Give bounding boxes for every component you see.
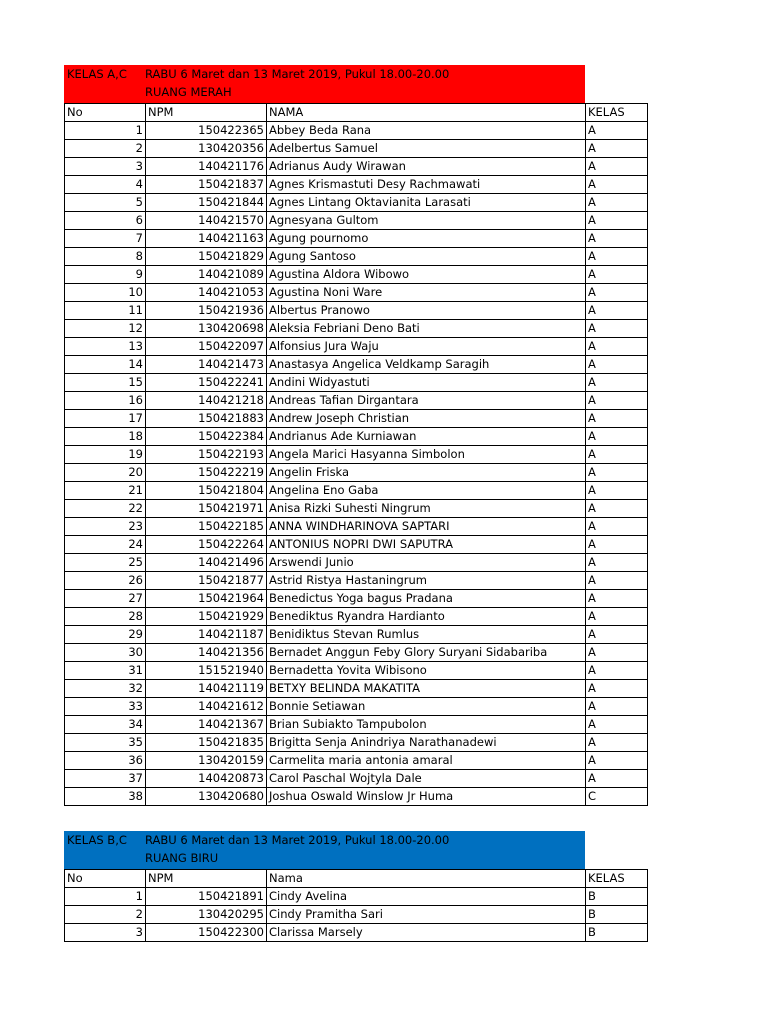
cell-npm: 150421929 — [146, 608, 267, 626]
cell-no: 34 — [65, 716, 146, 734]
cell-no: 21 — [65, 482, 146, 500]
section-header-blue — [64, 831, 585, 869]
cell-no: 14 — [65, 356, 146, 374]
cell-nama: Agustina Aldora Wibowo — [267, 266, 586, 284]
table-row — [65, 428, 648, 446]
cell-npm: 140420873 — [146, 770, 267, 788]
cell-nama: Andini Widyastuti — [267, 374, 586, 392]
cell-no: 10 — [65, 284, 146, 302]
cell-npm: 150421837 — [146, 176, 267, 194]
cell-nama: Angelin Friska — [267, 464, 586, 482]
cell-kelas: A — [586, 734, 648, 752]
cell-nama: Andrianus Ade Kurniawan — [267, 428, 586, 446]
cell-kelas: A — [586, 302, 648, 320]
cell-npm: 150422384 — [146, 428, 267, 446]
cell-no: 5 — [65, 194, 146, 212]
cell-kelas: A — [586, 464, 648, 482]
table-row — [65, 788, 648, 806]
cell-npm: 150422219 — [146, 464, 267, 482]
cell-nama: Agnes Lintang Oktavianita Larasati — [267, 194, 586, 212]
cell-no: 15 — [65, 374, 146, 392]
table-row — [65, 482, 648, 500]
cell-no: 11 — [65, 302, 146, 320]
cell-no: 17 — [65, 410, 146, 428]
cell-nama: Bonnie Setiawan — [267, 698, 586, 716]
cell-kelas: A — [586, 644, 648, 662]
cell-nama: Angela Marici Hasyanna Simbolon — [267, 446, 586, 464]
cell-no: 18 — [65, 428, 146, 446]
cell-no: 16 — [65, 392, 146, 410]
cell-nama: Adelbertus Samuel — [267, 140, 586, 158]
cell-nama: Joshua Oswald Winslow Jr Huma — [267, 788, 586, 806]
cell-no: 22 — [65, 500, 146, 518]
table-row — [65, 374, 648, 392]
cell-kelas: A — [586, 536, 648, 554]
cell-no: 4 — [65, 176, 146, 194]
cell-no: 2 — [65, 906, 146, 924]
table-row — [65, 770, 648, 788]
table-row — [65, 356, 648, 374]
cell-kelas: A — [586, 392, 648, 410]
cell-npm: 140421473 — [146, 356, 267, 374]
table-row — [65, 266, 648, 284]
cell-nama: BETXY BELINDA MAKATITA — [267, 680, 586, 698]
col-header-nama: NAMA — [267, 104, 586, 122]
cell-nama: Agung pournomo — [267, 230, 586, 248]
cell-npm: 150421877 — [146, 572, 267, 590]
table-row — [65, 140, 648, 158]
table-row — [65, 536, 648, 554]
cell-npm: 150422300 — [146, 924, 267, 942]
cell-nama: Bernadet Anggun Feby Glory Suryani Sidabariba — [267, 644, 586, 662]
table-row — [65, 626, 648, 644]
cell-nama: Agnes Krismastuti Desy Rachmawati — [267, 176, 586, 194]
cell-nama: Astrid Ristya Hastaningrum — [267, 572, 586, 590]
table-row — [65, 698, 648, 716]
cell-kelas: A — [586, 518, 648, 536]
cell-npm: 150422264 — [146, 536, 267, 554]
table-row — [65, 248, 648, 266]
section-room: RUANG BIRU — [145, 851, 219, 865]
table-row — [65, 122, 648, 140]
cell-nama: Adrianus Audy Wirawan — [267, 158, 586, 176]
cell-no: 26 — [65, 572, 146, 590]
table-row — [65, 446, 648, 464]
cell-kelas: A — [586, 608, 648, 626]
table-row — [65, 158, 648, 176]
cell-npm: 130420295 — [146, 906, 267, 924]
cell-npm: 130420680 — [146, 788, 267, 806]
cell-no: 27 — [65, 590, 146, 608]
cell-no: 37 — [65, 770, 146, 788]
section-kelas-label: KELAS B,C — [67, 833, 127, 847]
cell-kelas: A — [586, 230, 648, 248]
cell-nama: Anisa Rizki Suhesti Ningrum — [267, 500, 586, 518]
table-row — [65, 608, 648, 626]
student-table-biru — [64, 869, 648, 942]
cell-nama: Anastasya Angelica Veldkamp Saragih — [267, 356, 586, 374]
cell-npm: 140421163 — [146, 230, 267, 248]
cell-no: 20 — [65, 464, 146, 482]
cell-kelas: A — [586, 572, 648, 590]
cell-npm: 150421829 — [146, 248, 267, 266]
cell-kelas: A — [586, 140, 648, 158]
cell-npm: 150421891 — [146, 888, 267, 906]
cell-npm: 150421936 — [146, 302, 267, 320]
cell-no: 29 — [65, 626, 146, 644]
table-row — [65, 194, 648, 212]
cell-npm: 150422185 — [146, 518, 267, 536]
cell-no: 33 — [65, 698, 146, 716]
col-header-no: No — [65, 104, 146, 122]
cell-nama: Alfonsius Jura Waju — [267, 338, 586, 356]
cell-npm: 150421844 — [146, 194, 267, 212]
table-row — [65, 302, 648, 320]
section-ruang-merah — [64, 65, 647, 806]
cell-nama: Brian Subiakto Tampubolon — [267, 716, 586, 734]
cell-no: 31 — [65, 662, 146, 680]
cell-kelas: A — [586, 446, 648, 464]
table-row — [65, 680, 648, 698]
cell-nama: Agustina Noni Ware — [267, 284, 586, 302]
table-header-row — [65, 104, 648, 122]
table-row — [65, 716, 648, 734]
cell-no: 38 — [65, 788, 146, 806]
cell-no: 30 — [65, 644, 146, 662]
cell-npm: 140421089 — [146, 266, 267, 284]
cell-no: 3 — [65, 924, 146, 942]
cell-kelas: A — [586, 752, 648, 770]
table-row — [65, 734, 648, 752]
cell-kelas: A — [586, 374, 648, 392]
cell-kelas: A — [586, 356, 648, 374]
table-row — [65, 906, 648, 924]
col-header-nama: Nama — [267, 870, 586, 888]
cell-no: 36 — [65, 752, 146, 770]
cell-npm: 151521940 — [146, 662, 267, 680]
cell-npm: 150421835 — [146, 734, 267, 752]
cell-kelas: A — [586, 770, 648, 788]
table-row — [65, 392, 648, 410]
cell-nama: Angelina Eno Gaba — [267, 482, 586, 500]
col-header-no: No — [65, 870, 146, 888]
cell-npm: 140421612 — [146, 698, 267, 716]
table-row — [65, 644, 648, 662]
cell-no: 32 — [65, 680, 146, 698]
cell-kelas: A — [586, 428, 648, 446]
cell-npm: 140421187 — [146, 626, 267, 644]
cell-npm: 150422193 — [146, 446, 267, 464]
cell-kelas: A — [586, 716, 648, 734]
cell-nama: Cindy Avelina — [267, 888, 586, 906]
cell-npm: 150422365 — [146, 122, 267, 140]
table-row — [65, 500, 648, 518]
cell-nama: ANNA WINDHARINOVA SAPTARI — [267, 518, 586, 536]
cell-nama: Benediktus Ryandra Hardianto — [267, 608, 586, 626]
cell-kelas: C — [586, 788, 648, 806]
cell-npm: 140421176 — [146, 158, 267, 176]
student-table-merah — [64, 103, 648, 806]
cell-npm: 140421367 — [146, 716, 267, 734]
table-row — [65, 338, 648, 356]
col-header-kelas: KELAS — [586, 104, 648, 122]
table-row — [65, 464, 648, 482]
table-row — [65, 230, 648, 248]
section-schedule: RABU 6 Maret dan 13 Maret 2019, Pukul 18.00-20.00 — [145, 833, 450, 847]
cell-kelas: A — [586, 176, 648, 194]
cell-npm: 140421119 — [146, 680, 267, 698]
cell-no: 9 — [65, 266, 146, 284]
cell-nama: Agnesyana Gultom — [267, 212, 586, 230]
cell-kelas: A — [586, 410, 648, 428]
cell-no: 19 — [65, 446, 146, 464]
col-header-npm: NPM — [146, 870, 267, 888]
table-row — [65, 924, 648, 942]
cell-nama: ANTONIUS NOPRI DWI SAPUTRA — [267, 536, 586, 554]
table-row — [65, 212, 648, 230]
cell-no: 24 — [65, 536, 146, 554]
section-schedule: RABU 6 Maret dan 13 Maret 2019, Pukul 18.00-20.00 — [145, 67, 450, 81]
cell-nama: Aleksia Febriani Deno Bati — [267, 320, 586, 338]
col-header-kelas: KELAS — [586, 870, 648, 888]
cell-kelas: A — [586, 284, 648, 302]
cell-kelas: A — [586, 500, 648, 518]
table-row — [65, 284, 648, 302]
cell-npm: 140421496 — [146, 554, 267, 572]
cell-npm: 140421218 — [146, 392, 267, 410]
cell-kelas: A — [586, 320, 648, 338]
table-row — [65, 518, 648, 536]
cell-kelas: B — [586, 906, 648, 924]
cell-nama: Bernadetta Yovita Wibisono — [267, 662, 586, 680]
cell-kelas: B — [586, 888, 648, 906]
table-row — [65, 554, 648, 572]
cell-no: 13 — [65, 338, 146, 356]
table-row — [65, 752, 648, 770]
cell-no: 3 — [65, 158, 146, 176]
cell-kelas: A — [586, 680, 648, 698]
cell-nama: Clarissa Marsely — [267, 924, 586, 942]
cell-kelas: A — [586, 212, 648, 230]
cell-nama: Carol Paschal Wojtyla Dale — [267, 770, 586, 788]
cell-no: 35 — [65, 734, 146, 752]
cell-no: 1 — [65, 888, 146, 906]
cell-nama: Andreas Tafian Dirgantara — [267, 392, 586, 410]
cell-npm: 150421883 — [146, 410, 267, 428]
cell-npm: 150422097 — [146, 338, 267, 356]
cell-no: 12 — [65, 320, 146, 338]
cell-no: 6 — [65, 212, 146, 230]
section-ruang-biru — [64, 831, 647, 942]
cell-kelas: A — [586, 248, 648, 266]
section-header-red — [64, 65, 585, 103]
cell-nama: Arswendi Junio — [267, 554, 586, 572]
cell-npm: 140421570 — [146, 212, 267, 230]
table-row — [65, 572, 648, 590]
cell-nama: Cindy Pramitha Sari — [267, 906, 586, 924]
cell-kelas: A — [586, 482, 648, 500]
cell-kelas: B — [586, 924, 648, 942]
cell-nama: Brigitta Senja Anindriya Narathanadewi — [267, 734, 586, 752]
table-header-row — [65, 870, 648, 888]
cell-nama: Albertus Pranowo — [267, 302, 586, 320]
cell-no: 28 — [65, 608, 146, 626]
cell-no: 7 — [65, 230, 146, 248]
cell-no: 2 — [65, 140, 146, 158]
table-row — [65, 410, 648, 428]
table-row — [65, 888, 648, 906]
cell-npm: 150421964 — [146, 590, 267, 608]
cell-kelas: A — [586, 266, 648, 284]
cell-npm: 150421971 — [146, 500, 267, 518]
cell-nama: Agung Santoso — [267, 248, 586, 266]
cell-no: 23 — [65, 518, 146, 536]
cell-kelas: A — [586, 122, 648, 140]
cell-no: 25 — [65, 554, 146, 572]
cell-kelas: A — [586, 662, 648, 680]
col-header-npm: NPM — [146, 104, 267, 122]
cell-npm: 140421356 — [146, 644, 267, 662]
cell-nama: Benidiktus Stevan Rumlus — [267, 626, 586, 644]
cell-kelas: A — [586, 590, 648, 608]
cell-npm: 150422241 — [146, 374, 267, 392]
cell-nama: Andrew Joseph Christian — [267, 410, 586, 428]
cell-kelas: A — [586, 626, 648, 644]
cell-kelas: A — [586, 338, 648, 356]
cell-no: 1 — [65, 122, 146, 140]
cell-kelas: A — [586, 554, 648, 572]
cell-nama: Benedictus Yoga bagus Pradana — [267, 590, 586, 608]
cell-no: 8 — [65, 248, 146, 266]
section-room: RUANG MERAH — [145, 85, 232, 99]
cell-npm: 130420159 — [146, 752, 267, 770]
cell-nama: Abbey Beda Rana — [267, 122, 586, 140]
cell-nama: Carmelita maria antonia amaral — [267, 752, 586, 770]
table-row — [65, 176, 648, 194]
cell-kelas: A — [586, 194, 648, 212]
section-kelas-label: KELAS A,C — [67, 67, 127, 81]
table-row — [65, 590, 648, 608]
cell-npm: 150421804 — [146, 482, 267, 500]
cell-npm: 130420356 — [146, 140, 267, 158]
cell-kelas: A — [586, 158, 648, 176]
cell-kelas: A — [586, 698, 648, 716]
table-row — [65, 662, 648, 680]
cell-npm: 140421053 — [146, 284, 267, 302]
table-row — [65, 320, 648, 338]
cell-npm: 130420698 — [146, 320, 267, 338]
